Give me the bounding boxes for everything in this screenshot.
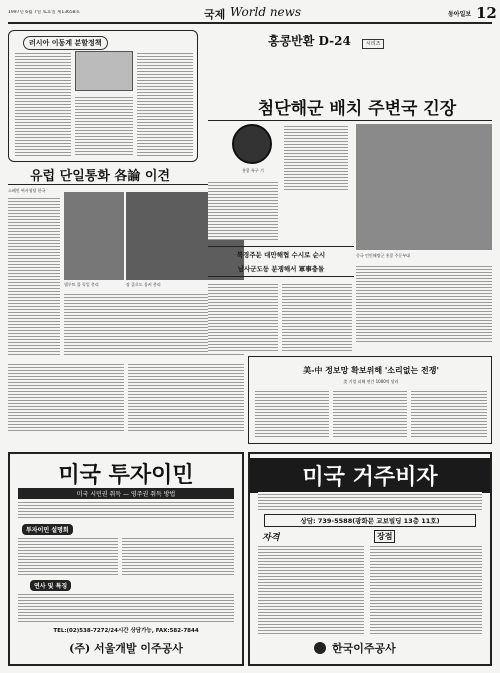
seminar-schedule [18, 536, 118, 576]
russia-box [8, 30, 198, 162]
masthead-rule [8, 22, 492, 24]
hongkong-text-3 [208, 282, 278, 352]
hongkong-flag [232, 124, 272, 164]
union-text-4 [128, 362, 244, 432]
espionage-text-3 [411, 389, 487, 439]
russia-box-title: 러시아 이동계 분할정책 [23, 36, 108, 50]
hongkong-sub-2: 남사군도등 분쟁해서 軍事충돌 [208, 264, 354, 277]
union-text-3 [8, 362, 124, 432]
hongkong-tag [268, 30, 468, 48]
russia-text-2 [75, 95, 133, 157]
union-byline: 스페인 여자청당 한국 [8, 188, 46, 193]
investment-ad-title: 미국 투자이민 [58, 462, 194, 488]
info-label: 연사 및 특징 [30, 580, 71, 591]
visa-ad-title: 미국 거주비자 [250, 458, 490, 493]
juncker-caption: 장 클로드 융커 총리 [126, 282, 161, 287]
espionage-text-2 [333, 389, 407, 439]
visa-benefits-text [370, 544, 482, 634]
hongkong-sub-1: 북경주둔 대만해협 수시로 순시 [208, 246, 354, 259]
espionage-headline: 美-中 정보망 확보위해 '소리없는 전쟁' [303, 365, 439, 375]
investment-ad [8, 452, 244, 666]
masthead [8, 4, 497, 28]
espionage-sub: 美 기업 피해 연간 1000억 달러 [343, 379, 399, 384]
visa-company: 한국이주공사 [332, 642, 396, 655]
visa-consult: 상담: 739-5588(광화문 교보빌딩 13층 11호) [264, 514, 476, 527]
investment-phone: TEL:(02)538-7272/24시간 상담가능, FAX:582-7844 [53, 628, 199, 634]
section-korean: 국제 [204, 8, 226, 21]
hongkong-text-1 [284, 124, 348, 190]
visa-qualification-text [258, 544, 364, 634]
seminar-venues [122, 536, 234, 576]
paper-name: 동아일보 [448, 11, 472, 18]
hongkong-text-2 [208, 180, 278, 240]
union-text-1 [8, 196, 60, 356]
union-headline: 유럽 단일통화 各論 이견 [30, 169, 171, 184]
investment-company: (주) 서울개발 이주공사 [69, 642, 183, 655]
espionage-story [248, 356, 492, 444]
date-line: 1997년 6월 7일 토요일 제13658호 [8, 10, 80, 15]
investment-ad-intro [18, 500, 234, 520]
hongkong-flag-caption: 홍콩 특구 기 [242, 168, 264, 173]
hongkong-rule [208, 120, 492, 121]
russia-text-1 [15, 51, 71, 157]
visa-intro [258, 492, 482, 510]
pla-photo [356, 124, 492, 250]
kohl-photo [64, 192, 124, 280]
hongkong-headline: 첨단해군 배치 주변국 긴장 [257, 99, 457, 119]
visa-logo-icon [314, 642, 326, 654]
seminar-label: 투자이민 설명회 [22, 524, 73, 535]
russia-text-3 [137, 51, 193, 157]
hongkong-text-4 [282, 282, 352, 352]
kohl-caption: 헬무트 콜 독일 총리 [64, 282, 99, 287]
hongkong-tag-text: 홍콩반환 D-24 [268, 34, 351, 48]
visa-label-qualification: 자격 [262, 533, 280, 543]
visa-label-benefits: 장점 [374, 530, 395, 543]
visa-ad [248, 452, 492, 666]
section-english: World news [230, 5, 302, 19]
pla-photo-caption: 중국 인민해방군 홍콩 주둔부대 [356, 253, 411, 258]
hongkong-text-5 [356, 264, 492, 344]
investment-ad-subtitle: 미국 시민권 취득 — 영주권 취득 방법 [18, 488, 234, 499]
page-number: 12 [476, 4, 497, 22]
espionage-text-1 [255, 389, 329, 439]
hongkong-tag-note: 시리즈 [362, 39, 385, 49]
russia-map [75, 51, 133, 91]
info-text [18, 592, 234, 622]
